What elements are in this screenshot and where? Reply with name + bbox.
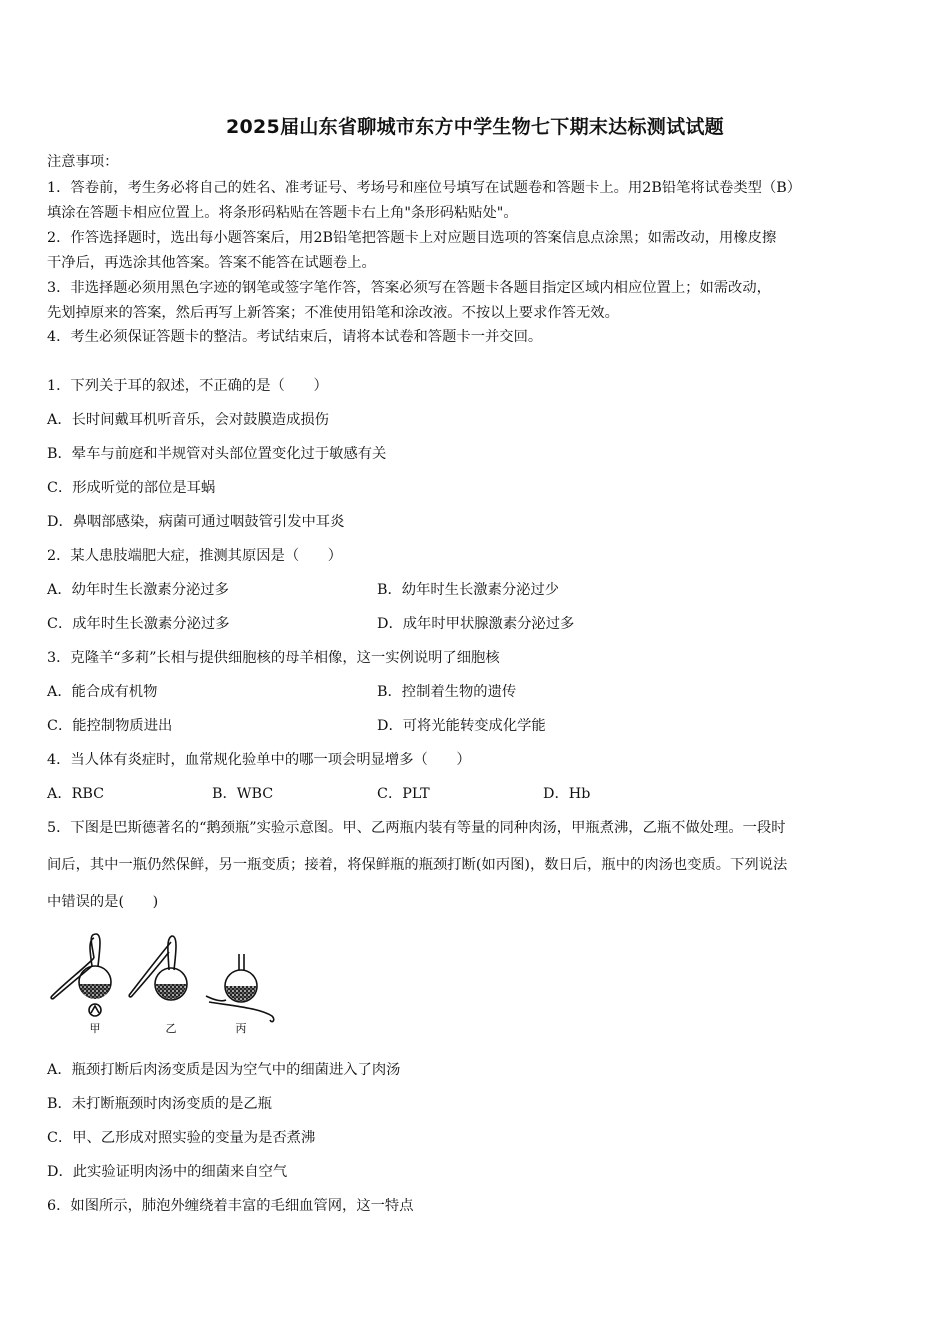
- question-2-option-d: D．成年时甲状腺激素分泌过多: [377, 616, 575, 632]
- question-5-stem-line: 5．下图是巴斯德著名的“鹅颈瓶”实验示意图。甲、乙两瓶内装有等量的同种肉汤，甲瓶煮沸，乙瓶不做处理。一段时: [47, 820, 786, 836]
- question-5-stem-line: 中错误的是( ): [47, 894, 159, 910]
- flask-jia: [51, 934, 111, 1016]
- notice-line: 填涂在答题卡相应位置上。将条形码粘贴在答题卡右上角"条形码粘贴处"。: [47, 205, 518, 221]
- question-4-option-c: C．PLT: [377, 786, 430, 802]
- question-5-option-a: A．瓶颈打断后肉汤变质是因为空气中的细菌进入了肉汤: [47, 1062, 401, 1078]
- notice-line: 先划掉原来的答案，然后再写上新答案；不准使用铅笔和涂改液。不按以上要求作答无效。: [47, 305, 619, 321]
- flask-label-jia: 甲: [89, 1022, 101, 1035]
- question-2-option-b: B．幼年时生长激素分泌过少: [377, 582, 560, 598]
- notice-line: 干净后，再选涂其他答案。答案不能答在试题卷上。: [47, 255, 376, 271]
- question-4-option-b: B．WBC: [212, 786, 274, 802]
- question-3-stem: 3．克隆羊“多莉”长相与提供细胞核的母羊相像，这一实例说明了细胞核: [47, 650, 500, 666]
- question-4-option-d: D．Hb: [543, 786, 591, 802]
- notice-line: 4．考生必须保证答题卡的整洁。考试结束后，请将本试卷和答题卡一并交回。: [47, 329, 543, 345]
- notice-heading: 注意事项：: [47, 154, 119, 170]
- question-2-stem: 2．某人患肢端肥大症，推测其原因是（ ）: [47, 548, 343, 564]
- question-5-stem-line: 间后，其中一瓶仍然保鲜，另一瓶变质；接着，将保鲜瓶的瓶颈打断(如丙图)，数日后，瓶中的肉汤也变质。下列说法: [47, 857, 788, 873]
- question-5-option-d: D．此实验证明肉汤中的细菌来自空气: [47, 1164, 288, 1180]
- flask-bing: [206, 954, 274, 1022]
- question-5-option-c: C．甲、乙形成对照实验的变量为是否煮沸: [47, 1130, 316, 1146]
- question-1-option-c: C．形成听觉的部位是耳蜗: [47, 480, 216, 496]
- question-1-option-d: D．鼻咽部感染，病菌可通过咽鼓管引发中耳炎: [47, 514, 345, 530]
- swan-neck-flask-figure: [44, 930, 284, 1040]
- page-title: 2025届山东省聊城市东方中学生物七下期末达标测试试题: [226, 116, 724, 138]
- question-1-option-b: B．晕车与前庭和半规管对头部位置变化过于敏感有关: [47, 446, 387, 462]
- question-1-stem: 1．下列关于耳的叙述，不正确的是（ ）: [47, 378, 328, 394]
- question-2-option-c: C．成年时生长激素分泌过多: [47, 616, 230, 632]
- question-3-option-a: A．能合成有机物: [47, 684, 158, 700]
- question-3-option-b: B．控制着生物的遗传: [377, 684, 517, 700]
- notice-line: 1．答卷前，考生务必将自己的姓名、准考证号、考场号和座位号填写在试题卷和答题卡上。用2B铅笔将试卷类型（B）: [47, 180, 802, 196]
- question-4-option-a: A．RBC: [47, 786, 105, 802]
- question-6-stem: 6．如图所示，肺泡外缠绕着丰富的毛细血管网，这一特点: [47, 1198, 414, 1214]
- notice-line: 2．作答选择题时，选出每小题答案后，用2B铅笔把答题卡上对应题目选项的答案信息点涂黑；如需改动，用橡皮擦: [47, 230, 777, 246]
- question-5-option-b: B．未打断瓶颈时肉汤变质的是乙瓶: [47, 1096, 272, 1112]
- question-3-option-c: C．能控制物质进出: [47, 718, 173, 734]
- notice-line: 3．非选择题必须用黑色字迹的钢笔或签字笔作答，答案必须写在答题卡各题目指定区域内相应位置上；如需改动，: [47, 280, 771, 296]
- flask-label-yi: 乙: [165, 1022, 177, 1035]
- question-3-option-d: D．可将光能转变成化学能: [377, 718, 546, 734]
- question-2-option-a: A．幼年时生长激素分泌过多: [47, 582, 229, 598]
- flask-yi: [129, 936, 187, 1000]
- flask-label-bing: 丙: [235, 1022, 247, 1035]
- question-4-stem: 4．当人体有炎症时，血常规化验单中的哪一项会明显增多（ ）: [47, 752, 471, 768]
- question-1-option-a: A．长时间戴耳机听音乐，会对鼓膜造成损伤: [47, 412, 329, 428]
